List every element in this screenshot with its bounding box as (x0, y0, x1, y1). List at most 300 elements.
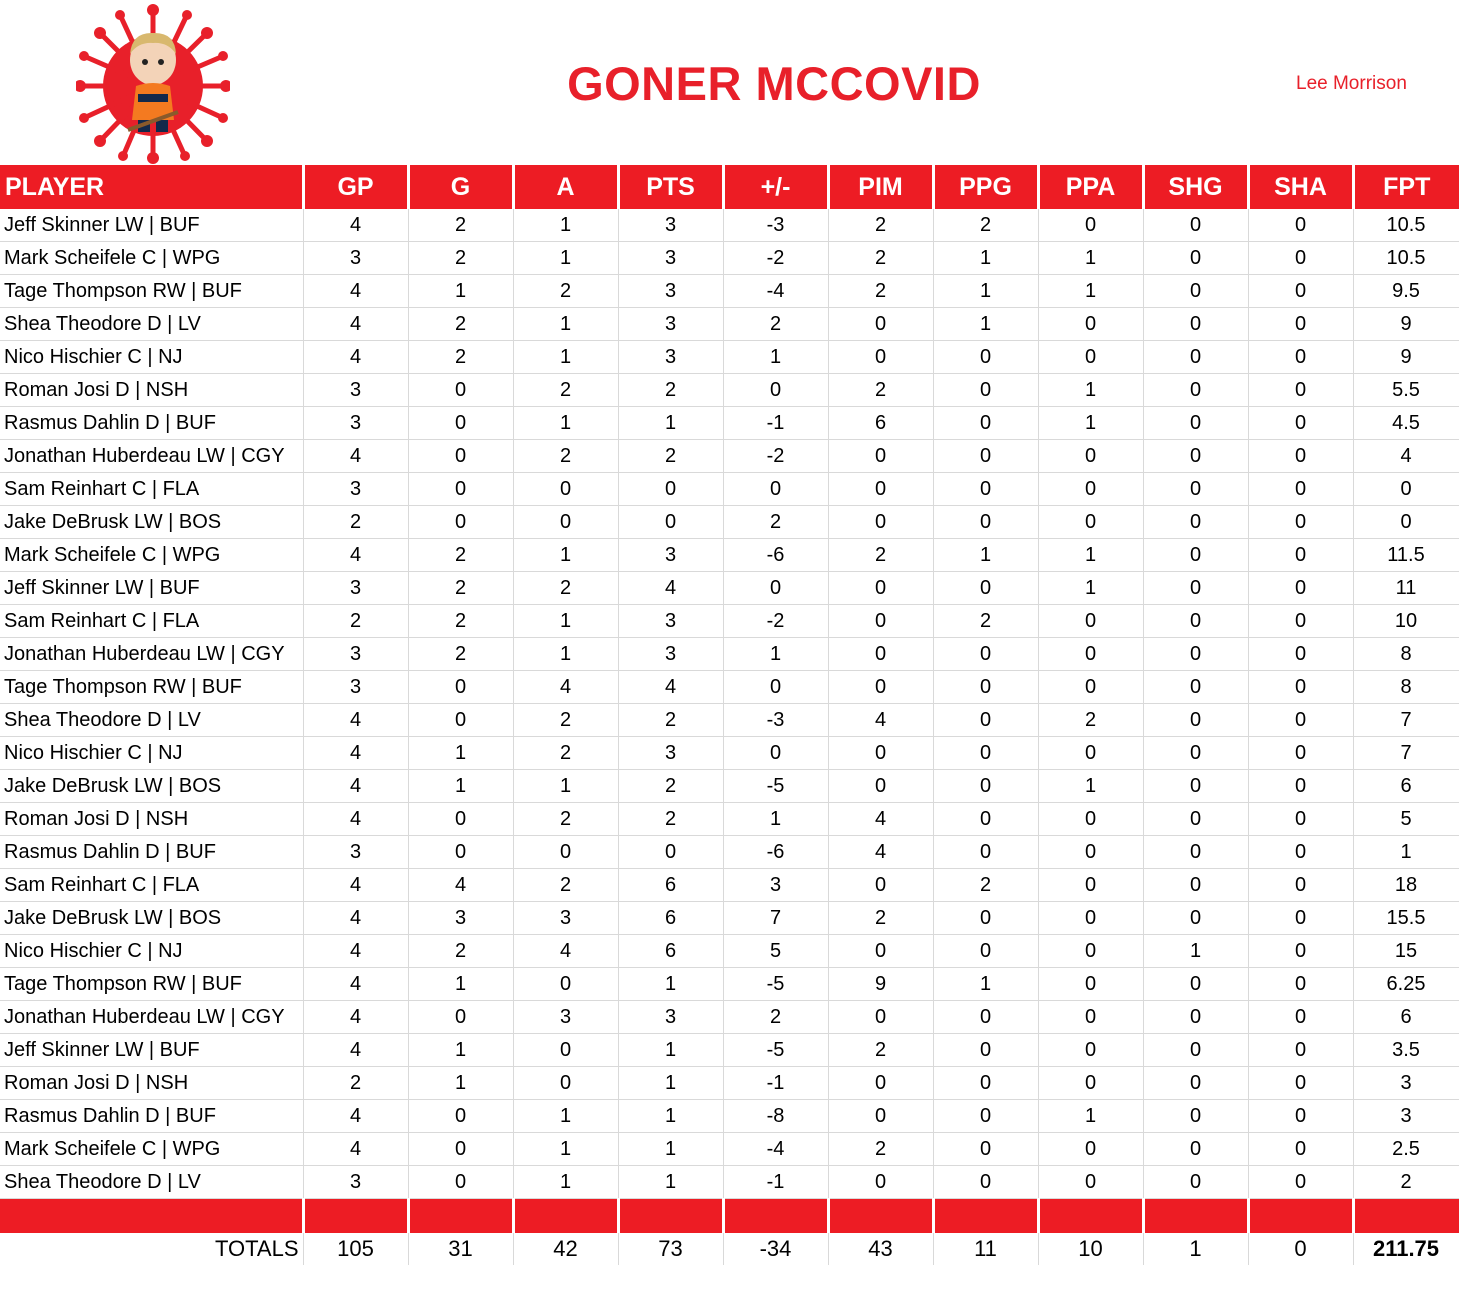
stat-cell-gp: 3 (303, 374, 408, 407)
stat-cell-shg: 0 (1143, 407, 1248, 440)
stat-cell-shg: 0 (1143, 1166, 1248, 1199)
stat-cell-pts: 3 (618, 341, 723, 374)
stat-cell-plus-minus: 0 (723, 671, 828, 704)
stat-cell-pim: 0 (828, 1067, 933, 1100)
band-cell (933, 1199, 1038, 1234)
stat-cell-plus-minus: 2 (723, 308, 828, 341)
table-row (0, 242, 1459, 275)
stat-cell-fpt: 9.5 (1353, 275, 1459, 308)
table-row (0, 869, 1459, 902)
stat-cell-shg: 0 (1143, 1034, 1248, 1067)
stat-cell-sha: 0 (1248, 1166, 1353, 1199)
stat-cell-pim: 0 (828, 671, 933, 704)
stat-cell-ppg: 1 (933, 308, 1038, 341)
stat-cell-plus-minus: -3 (723, 704, 828, 737)
table-row (0, 341, 1459, 374)
stat-cell-a: 1 (513, 1100, 618, 1133)
stat-cell-gp: 4 (303, 275, 408, 308)
stat-cell-a: 2 (513, 704, 618, 737)
stat-cell-pim: 0 (828, 308, 933, 341)
stat-cell-pts: 2 (618, 704, 723, 737)
player-name-cell: Roman Josi D | NSH (0, 803, 303, 836)
stat-cell-gp: 4 (303, 935, 408, 968)
table-row (0, 1067, 1459, 1100)
table-row (0, 770, 1459, 803)
stat-cell-a: 1 (513, 341, 618, 374)
stat-cell-sha: 0 (1248, 770, 1353, 803)
player-name-cell: Mark Scheifele C | WPG (0, 1133, 303, 1166)
stat-cell-g: 2 (408, 572, 513, 605)
stat-cell-sha: 0 (1248, 704, 1353, 737)
player-name-cell: Jake DeBrusk LW | BOS (0, 902, 303, 935)
player-name-cell: Nico Hischier C | NJ (0, 341, 303, 374)
stat-cell-a: 2 (513, 737, 618, 770)
stat-cell-ppg: 0 (933, 374, 1038, 407)
stat-cell-g: 3 (408, 902, 513, 935)
stat-cell-pts: 3 (618, 605, 723, 638)
column-header-ppg: PPG (933, 165, 1038, 209)
stat-cell-pim: 0 (828, 770, 933, 803)
stat-cell-sha: 0 (1248, 1133, 1353, 1166)
stat-cell-sha: 0 (1248, 605, 1353, 638)
stat-cell-shg: 0 (1143, 440, 1248, 473)
stat-cell-ppg: 1 (933, 539, 1038, 572)
table-row (0, 968, 1459, 1001)
player-name-cell: Sam Reinhart C | FLA (0, 605, 303, 638)
stat-cell-shg: 0 (1143, 1100, 1248, 1133)
stat-cell-pts: 1 (618, 1166, 723, 1199)
stat-cell-plus-minus: -1 (723, 407, 828, 440)
stat-cell-gp: 4 (303, 1001, 408, 1034)
band-cell (513, 1199, 618, 1234)
stat-cell-ppg: 0 (933, 671, 1038, 704)
stat-cell-ppa: 1 (1038, 572, 1143, 605)
stat-cell-pts: 1 (618, 1100, 723, 1133)
player-name-cell: Shea Theodore D | LV (0, 308, 303, 341)
stat-cell-ppg: 0 (933, 902, 1038, 935)
total-ppg: 11 (933, 1233, 1038, 1265)
stat-cell-sha: 0 (1248, 374, 1353, 407)
stat-cell-sha: 0 (1248, 1067, 1353, 1100)
stat-cell-ppg: 0 (933, 1001, 1038, 1034)
stat-cell-fpt: 4.5 (1353, 407, 1459, 440)
stat-cell-a: 1 (513, 308, 618, 341)
stat-cell-ppg: 0 (933, 935, 1038, 968)
stat-cell-ppa: 0 (1038, 1001, 1143, 1034)
stat-cell-sha: 0 (1248, 407, 1353, 440)
stat-cell-ppg: 1 (933, 968, 1038, 1001)
table-row (0, 1001, 1459, 1034)
stat-cell-fpt: 9 (1353, 308, 1459, 341)
stat-cell-gp: 2 (303, 1067, 408, 1100)
table-header-row (0, 165, 1459, 209)
stat-cell-a: 1 (513, 605, 618, 638)
stat-cell-pts: 2 (618, 440, 723, 473)
player-name-cell: Rasmus Dahlin D | BUF (0, 836, 303, 869)
stat-cell-ppa: 0 (1038, 605, 1143, 638)
stat-cell-plus-minus: 7 (723, 902, 828, 935)
stat-cell-ppa: 0 (1038, 671, 1143, 704)
stat-cell-fpt: 6.25 (1353, 968, 1459, 1001)
stat-cell-fpt: 7 (1353, 737, 1459, 770)
stat-cell-shg: 0 (1143, 1001, 1248, 1034)
stat-cell-a: 1 (513, 1166, 618, 1199)
stat-cell-ppg: 0 (933, 506, 1038, 539)
total-sha: 0 (1248, 1233, 1353, 1265)
stat-cell-g: 0 (408, 506, 513, 539)
stat-cell-plus-minus: 2 (723, 506, 828, 539)
stat-cell-pim: 0 (828, 473, 933, 506)
stat-cell-g: 0 (408, 704, 513, 737)
table-row (0, 539, 1459, 572)
totals-row (0, 1233, 1459, 1265)
column-header-shg: SHG (1143, 165, 1248, 209)
stat-cell-plus-minus: -1 (723, 1166, 828, 1199)
stat-cell-pts: 3 (618, 242, 723, 275)
stat-cell-g: 0 (408, 1001, 513, 1034)
stat-cell-ppa: 1 (1038, 770, 1143, 803)
stat-cell-fpt: 3 (1353, 1067, 1459, 1100)
stat-cell-pim: 0 (828, 638, 933, 671)
stat-cell-ppa: 0 (1038, 1067, 1143, 1100)
stat-cell-a: 2 (513, 275, 618, 308)
stat-cell-shg: 0 (1143, 539, 1248, 572)
stat-cell-a: 2 (513, 869, 618, 902)
stat-cell-plus-minus: 0 (723, 572, 828, 605)
stat-cell-sha: 0 (1248, 803, 1353, 836)
stat-cell-plus-minus: -8 (723, 1100, 828, 1133)
stat-cell-plus-minus: 0 (723, 374, 828, 407)
stat-cell-fpt: 3 (1353, 1100, 1459, 1133)
player-name-cell: Nico Hischier C | NJ (0, 737, 303, 770)
stat-cell-plus-minus: -4 (723, 1133, 828, 1166)
stat-cell-gp: 3 (303, 638, 408, 671)
stat-cell-pim: 2 (828, 1133, 933, 1166)
player-name-cell: Jeff Skinner LW | BUF (0, 572, 303, 605)
table-row (0, 506, 1459, 539)
total-fpt: 211.75 (1353, 1233, 1459, 1265)
stat-cell-fpt: 0 (1353, 473, 1459, 506)
stat-cell-a: 1 (513, 770, 618, 803)
stat-cell-fpt: 8 (1353, 671, 1459, 704)
player-name-cell: Jonathan Huberdeau LW | CGY (0, 1001, 303, 1034)
table-row (0, 1133, 1459, 1166)
stat-cell-sha: 0 (1248, 671, 1353, 704)
stat-cell-sha: 0 (1248, 869, 1353, 902)
stat-cell-g: 2 (408, 539, 513, 572)
stat-cell-gp: 4 (303, 1133, 408, 1166)
stat-cell-g: 2 (408, 308, 513, 341)
stat-cell-g: 2 (408, 935, 513, 968)
band-cell (303, 1199, 408, 1234)
stat-cell-gp: 3 (303, 242, 408, 275)
column-header-ppa: PPA (1038, 165, 1143, 209)
stat-cell-pim: 2 (828, 275, 933, 308)
stat-cell-plus-minus: -5 (723, 968, 828, 1001)
stat-cell-fpt: 0 (1353, 506, 1459, 539)
stat-cell-pim: 0 (828, 935, 933, 968)
stat-cell-ppg: 0 (933, 1133, 1038, 1166)
table-row (0, 1166, 1459, 1199)
player-name-cell: Jake DeBrusk LW | BOS (0, 770, 303, 803)
stat-cell-pts: 1 (618, 968, 723, 1001)
table-row (0, 638, 1459, 671)
stat-cell-pim: 0 (828, 605, 933, 638)
page-title: GONER MCCOVID (567, 57, 981, 110)
stat-cell-a: 1 (513, 1133, 618, 1166)
stat-cell-fpt: 5 (1353, 803, 1459, 836)
stat-cell-plus-minus: 0 (723, 737, 828, 770)
stat-cell-ppa: 0 (1038, 836, 1143, 869)
total-shg: 1 (1143, 1233, 1248, 1265)
stat-cell-ppa: 0 (1038, 308, 1143, 341)
stat-cell-pts: 0 (618, 836, 723, 869)
stat-cell-plus-minus: 0 (723, 473, 828, 506)
stat-cell-gp: 4 (303, 869, 408, 902)
stat-cell-ppa: 0 (1038, 737, 1143, 770)
player-name-cell: Jonathan Huberdeau LW | CGY (0, 440, 303, 473)
stat-cell-pts: 3 (618, 275, 723, 308)
stat-cell-ppg: 0 (933, 737, 1038, 770)
stat-cell-plus-minus: -6 (723, 539, 828, 572)
stat-cell-ppa: 1 (1038, 1100, 1143, 1133)
stat-cell-fpt: 15.5 (1353, 902, 1459, 935)
stat-cell-shg: 0 (1143, 374, 1248, 407)
stat-cell-ppa: 0 (1038, 1034, 1143, 1067)
stat-cell-pts: 2 (618, 374, 723, 407)
stat-cell-shg: 0 (1143, 1067, 1248, 1100)
stat-cell-sha: 0 (1248, 935, 1353, 968)
player-name-cell: Jake DeBrusk LW | BOS (0, 506, 303, 539)
stat-cell-a: 1 (513, 539, 618, 572)
stat-cell-fpt: 10.5 (1353, 209, 1459, 242)
band-cell (618, 1199, 723, 1234)
stat-cell-ppg: 0 (933, 638, 1038, 671)
stat-cell-g: 2 (408, 341, 513, 374)
stat-cell-g: 0 (408, 473, 513, 506)
player-name-cell: Rasmus Dahlin D | BUF (0, 407, 303, 440)
stat-cell-gp: 4 (303, 770, 408, 803)
stat-cell-fpt: 7 (1353, 704, 1459, 737)
player-name-cell: Sam Reinhart C | FLA (0, 473, 303, 506)
stat-cell-a: 2 (513, 440, 618, 473)
stat-cell-ppa: 0 (1038, 935, 1143, 968)
covid-virus-hockey-player-logo-icon (76, 2, 230, 164)
stat-cell-g: 0 (408, 1133, 513, 1166)
stat-cell-sha: 0 (1248, 440, 1353, 473)
player-name-cell: Tage Thompson RW | BUF (0, 275, 303, 308)
stat-cell-ppa: 1 (1038, 407, 1143, 440)
table-row (0, 605, 1459, 638)
stat-cell-pts: 3 (618, 308, 723, 341)
player-name-cell: Mark Scheifele C | WPG (0, 539, 303, 572)
stat-cell-shg: 0 (1143, 572, 1248, 605)
stat-cell-fpt: 5.5 (1353, 374, 1459, 407)
stat-cell-ppg: 2 (933, 209, 1038, 242)
stat-cell-sha: 0 (1248, 275, 1353, 308)
stat-cell-ppg: 1 (933, 275, 1038, 308)
table-row (0, 1100, 1459, 1133)
column-header-sha: SHA (1248, 165, 1353, 209)
total-gp: 105 (303, 1233, 408, 1265)
band-cell (828, 1199, 933, 1234)
column-header-gp: GP (303, 165, 408, 209)
stat-cell-ppa: 0 (1038, 1133, 1143, 1166)
totals-label: TOTALS (0, 1233, 303, 1265)
stat-cell-shg: 0 (1143, 836, 1248, 869)
stat-cell-g: 1 (408, 770, 513, 803)
total-plus-minus: -34 (723, 1233, 828, 1265)
stat-cell-pim: 0 (828, 869, 933, 902)
stat-cell-ppa: 0 (1038, 803, 1143, 836)
stat-cell-gp: 3 (303, 1166, 408, 1199)
stat-cell-pts: 6 (618, 935, 723, 968)
stat-cell-pts: 4 (618, 572, 723, 605)
stat-cell-shg: 0 (1143, 803, 1248, 836)
table-row (0, 671, 1459, 704)
band-cell (1353, 1199, 1459, 1234)
stat-cell-a: 1 (513, 209, 618, 242)
stat-cell-shg: 0 (1143, 605, 1248, 638)
stat-cell-pts: 3 (618, 737, 723, 770)
stat-cell-plus-minus: 2 (723, 1001, 828, 1034)
stat-cell-g: 1 (408, 1067, 513, 1100)
stat-cell-pim: 0 (828, 737, 933, 770)
stat-cell-pim: 2 (828, 242, 933, 275)
stat-cell-sha: 0 (1248, 737, 1353, 770)
band-cell (1248, 1199, 1353, 1234)
column-header-pts: PTS (618, 165, 723, 209)
stat-cell-fpt: 2 (1353, 1166, 1459, 1199)
table-row (0, 1034, 1459, 1067)
stat-cell-shg: 1 (1143, 935, 1248, 968)
table-row (0, 473, 1459, 506)
stat-cell-ppa: 1 (1038, 242, 1143, 275)
stat-cell-pts: 6 (618, 902, 723, 935)
stat-cell-gp: 4 (303, 539, 408, 572)
stat-cell-sha: 0 (1248, 638, 1353, 671)
stat-cell-pim: 2 (828, 1034, 933, 1067)
stat-cell-shg: 0 (1143, 341, 1248, 374)
stat-cell-g: 2 (408, 242, 513, 275)
stat-cell-gp: 4 (303, 341, 408, 374)
player-stats-table (0, 165, 1459, 1265)
stat-cell-pim: 0 (828, 1166, 933, 1199)
stat-cell-fpt: 2.5 (1353, 1133, 1459, 1166)
player-name-cell: Shea Theodore D | LV (0, 1166, 303, 1199)
stat-cell-ppg: 0 (933, 704, 1038, 737)
stat-cell-ppa: 0 (1038, 968, 1143, 1001)
table-body (0, 209, 1459, 1265)
stat-cell-ppg: 0 (933, 440, 1038, 473)
stat-cell-fpt: 3.5 (1353, 1034, 1459, 1067)
stat-cell-pts: 1 (618, 1034, 723, 1067)
stat-cell-a: 2 (513, 572, 618, 605)
stat-cell-a: 0 (513, 1034, 618, 1067)
stat-cell-pim: 0 (828, 506, 933, 539)
column-header-pim: PIM (828, 165, 933, 209)
player-name-cell: Sam Reinhart C | FLA (0, 869, 303, 902)
stat-cell-g: 0 (408, 671, 513, 704)
stat-cell-shg: 0 (1143, 506, 1248, 539)
stat-cell-g: 4 (408, 869, 513, 902)
stat-cell-shg: 0 (1143, 737, 1248, 770)
stat-cell-pim: 0 (828, 1001, 933, 1034)
stat-cell-gp: 2 (303, 506, 408, 539)
stat-cell-pts: 6 (618, 869, 723, 902)
stat-cell-a: 1 (513, 638, 618, 671)
player-name-cell: Shea Theodore D | LV (0, 704, 303, 737)
stat-cell-pts: 3 (618, 209, 723, 242)
stat-cell-g: 2 (408, 209, 513, 242)
stat-cell-g: 0 (408, 440, 513, 473)
stat-cell-g: 2 (408, 638, 513, 671)
stat-cell-ppg: 0 (933, 803, 1038, 836)
band-cell (408, 1199, 513, 1234)
stat-cell-gp: 4 (303, 968, 408, 1001)
stat-cell-fpt: 18 (1353, 869, 1459, 902)
stat-cell-pts: 3 (618, 539, 723, 572)
stat-cell-pts: 1 (618, 1067, 723, 1100)
stat-cell-a: 4 (513, 671, 618, 704)
page-header (0, 0, 1459, 165)
stat-cell-pim: 2 (828, 374, 933, 407)
band-cell (0, 1199, 303, 1234)
stat-cell-pts: 1 (618, 407, 723, 440)
table-row (0, 440, 1459, 473)
player-name-cell: Jeff Skinner LW | BUF (0, 1034, 303, 1067)
stat-cell-sha: 0 (1248, 473, 1353, 506)
stat-cell-ppa: 0 (1038, 902, 1143, 935)
stat-cell-plus-minus: -6 (723, 836, 828, 869)
player-name-cell: Rasmus Dahlin D | BUF (0, 1100, 303, 1133)
band-cell (723, 1199, 828, 1234)
stat-cell-gp: 4 (303, 902, 408, 935)
stat-cell-shg: 0 (1143, 869, 1248, 902)
stat-cell-pim: 4 (828, 803, 933, 836)
stat-cell-plus-minus: 1 (723, 341, 828, 374)
stat-cell-pim: 6 (828, 407, 933, 440)
stat-cell-shg: 0 (1143, 704, 1248, 737)
player-name-cell: Jeff Skinner LW | BUF (0, 209, 303, 242)
stat-cell-gp: 4 (303, 1034, 408, 1067)
stat-cell-shg: 0 (1143, 275, 1248, 308)
player-name-cell: Tage Thompson RW | BUF (0, 968, 303, 1001)
stat-cell-sha: 0 (1248, 1100, 1353, 1133)
stat-cell-fpt: 4 (1353, 440, 1459, 473)
table-row (0, 275, 1459, 308)
stat-cell-shg: 0 (1143, 308, 1248, 341)
stat-cell-ppg: 2 (933, 869, 1038, 902)
stat-cell-pim: 0 (828, 1100, 933, 1133)
stat-cell-pts: 4 (618, 671, 723, 704)
stat-cell-a: 0 (513, 968, 618, 1001)
column-header-plus-minus: +/- (723, 165, 828, 209)
stat-cell-ppg: 0 (933, 1100, 1038, 1133)
stat-cell-sha: 0 (1248, 209, 1353, 242)
column-header-g: G (408, 165, 513, 209)
table-row (0, 407, 1459, 440)
stat-cell-plus-minus: -2 (723, 605, 828, 638)
stat-cell-fpt: 15 (1353, 935, 1459, 968)
player-name-cell: Jonathan Huberdeau LW | CGY (0, 638, 303, 671)
stat-cell-ppa: 0 (1038, 341, 1143, 374)
stat-cell-plus-minus: -5 (723, 770, 828, 803)
stat-cell-gp: 4 (303, 308, 408, 341)
stat-cell-ppg: 0 (933, 770, 1038, 803)
stat-cell-plus-minus: 3 (723, 869, 828, 902)
stat-cell-a: 0 (513, 506, 618, 539)
